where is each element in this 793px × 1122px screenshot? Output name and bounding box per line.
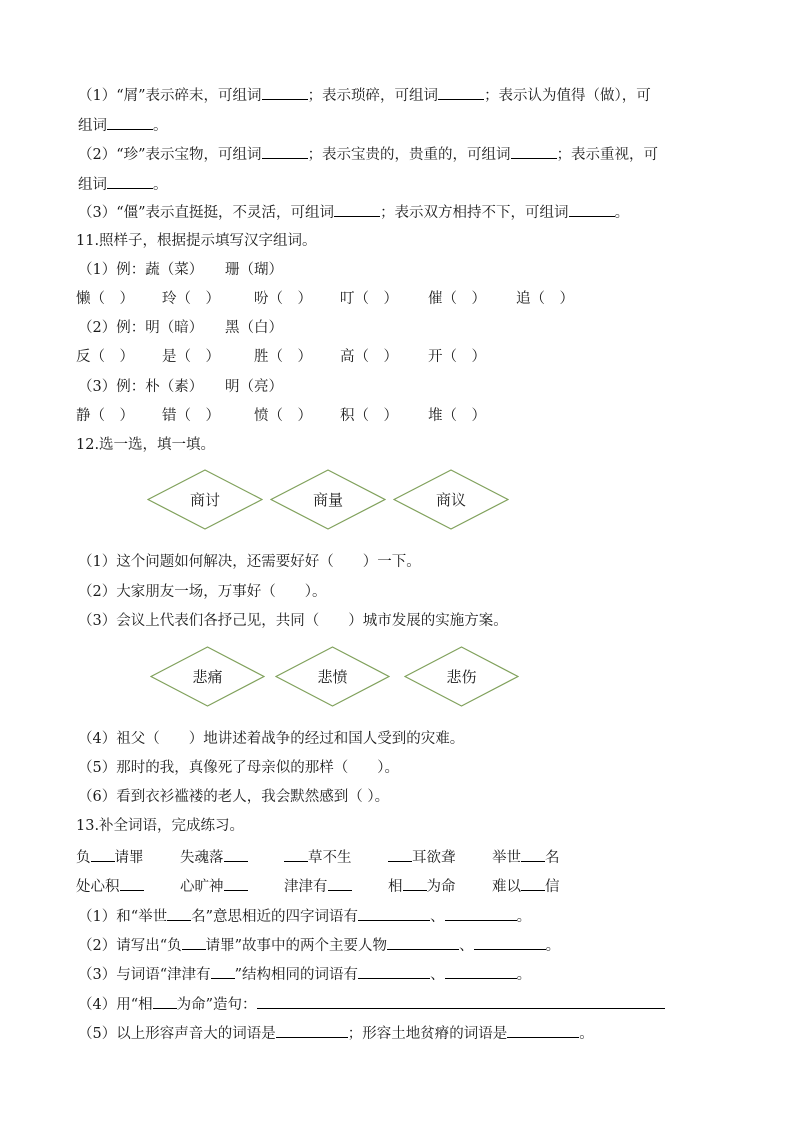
char-blank[interactable]: 高（ ） [340, 349, 398, 365]
answer-blank[interactable] [167, 905, 191, 921]
q11-group1-example: （1）例：蔬（菜） 珊（瑚） [78, 262, 283, 278]
char-blank[interactable]: 愤（ ） [254, 408, 312, 424]
q13-question-4 [78, 993, 665, 1013]
char-blank[interactable]: 懒（ ） [76, 291, 134, 307]
answer-blank[interactable] [358, 905, 430, 921]
q10-item2-text-a: （2）“珍”表示宝物，可组词 [78, 147, 262, 163]
char-blank[interactable]: 堆（ ） [428, 408, 486, 424]
answer-blank[interactable] [445, 963, 517, 979]
idiom-fill [76, 846, 144, 868]
q11-title: 11.照样子，根据提示填写汉字组词。 [76, 233, 317, 249]
question-text: （2）请写出“负 [78, 938, 182, 954]
sentence-answer-line[interactable] [257, 993, 665, 1009]
q12-sentence-5[interactable]: （5）那时的我，真像死了母亲似的那样（ ）。 [78, 760, 399, 776]
q12-sentence-2[interactable]: （2）大家朋友一场，万事好（ ）。 [78, 584, 327, 600]
q10-item2-text-d: 组词 [78, 177, 107, 193]
answer-blank[interactable] [358, 963, 430, 979]
word-option-diamond[interactable] [147, 469, 263, 530]
char-blank[interactable]: 吩（ ） [254, 291, 312, 307]
answer-blank[interactable] [182, 934, 206, 950]
idiom-fill [284, 846, 352, 868]
answer-blank[interactable] [474, 934, 546, 950]
idiom-part: 名 [545, 850, 560, 866]
idiom-fill [284, 875, 352, 897]
q13-question-5 [78, 1022, 594, 1042]
answer-blank[interactable] [153, 993, 177, 1009]
answer-blank[interactable] [328, 875, 352, 891]
word-option-label: 悲痛 [192, 668, 223, 686]
q12-title: 12.选一选，填一填。 [76, 437, 216, 453]
q10-item2-text-b: ；表示宝贵的，贵重的，可组词 [307, 147, 511, 163]
idiom-part: 信 [545, 879, 560, 895]
q12-sentence-6[interactable]: （6）看到衣衫褴褛的老人，我会默然感到（ ）。 [78, 789, 390, 805]
question-text: 为命”造句： [176, 997, 257, 1013]
question-text: ；形容土地贫瘠的词语是 [347, 1026, 508, 1042]
char-blank[interactable]: 叮（ ） [340, 291, 398, 307]
idiom-fill [180, 875, 248, 897]
idiom-fill [492, 846, 560, 868]
q12-sentence-4[interactable]: （4）祖父（ ）地讲述着战争的经过和国人受到的灾难。 [78, 731, 465, 747]
word-option-diamond[interactable] [270, 469, 386, 530]
question-text: 请罪”故事中的两个主要人物 [205, 938, 388, 954]
answer-blank[interactable] [284, 846, 308, 862]
separator: 、 [459, 938, 474, 954]
answer-blank[interactable] [107, 114, 153, 130]
question-text: （4）用“相 [78, 997, 153, 1013]
q10-item3-text-c: 。 [614, 205, 630, 221]
idiom-fill [76, 875, 144, 897]
period: 。 [516, 909, 532, 925]
answer-blank[interactable] [521, 875, 545, 891]
answer-blank[interactable] [511, 143, 557, 159]
idiom-part: 津津有 [284, 879, 328, 895]
q10-item3-text-a: （3）“僵”表示直挺挺，不灵活，可组词 [78, 205, 335, 221]
idiom-fill [388, 846, 456, 868]
word-option-label: 悲愤 [317, 668, 348, 686]
q10-item3-text-b: ；表示双方相持不下，可组词 [380, 205, 569, 221]
q12-sentence-3[interactable]: （3）会议上代表们各抒己见，共同（ ）城市发展的实施方案。 [78, 613, 508, 629]
char-blank[interactable]: 催（ ） [428, 291, 486, 307]
answer-blank[interactable] [334, 201, 380, 217]
word-option-diamond[interactable] [275, 646, 390, 707]
idiom-fill [180, 846, 248, 868]
word-option-label: 商量 [312, 491, 343, 509]
q10-item1-text-a: （1）“屑”表示碎末，可组词 [78, 88, 262, 104]
char-blank[interactable]: 开（ ） [428, 349, 486, 365]
answer-blank[interactable] [403, 875, 427, 891]
idiom-part: 处心积 [76, 879, 120, 895]
answer-blank[interactable] [211, 963, 235, 979]
word-option-label: 悲伤 [446, 668, 477, 686]
idiom-part: 请罪 [114, 850, 144, 866]
q11-group3-example: （3）例：朴（素） 明（亮） [78, 379, 283, 395]
q10-item1-line2 [78, 114, 168, 134]
word-option-label: 商讨 [189, 491, 220, 509]
q10-item2-text-e: 。 [153, 177, 168, 193]
char-blank[interactable]: 胜（ ） [254, 349, 312, 365]
idiom-part: 耳欲聋 [412, 850, 456, 866]
answer-blank[interactable] [107, 173, 153, 189]
q13-question-3 [78, 963, 531, 983]
answer-blank[interactable] [91, 846, 115, 862]
idiom-fill [388, 875, 456, 897]
char-blank[interactable]: 积（ ） [340, 408, 398, 424]
answer-blank[interactable] [445, 905, 517, 921]
answer-blank[interactable] [276, 1022, 348, 1038]
q10-item1-text-e: 。 [153, 118, 168, 134]
q10-item2-line2 [78, 173, 168, 193]
answer-blank[interactable] [224, 875, 248, 891]
question-text: （3）与词语“津津有 [78, 967, 211, 983]
idiom-part: 举世 [492, 850, 521, 866]
char-blank[interactable]: 玲（ ） [162, 291, 220, 307]
question-text: （1）和“举世 [78, 909, 168, 925]
q10-item3-line1 [78, 201, 629, 221]
period: 。 [545, 938, 561, 954]
q11-group2-example: （2）例：明（暗） 黑（白） [78, 320, 283, 336]
word-option-diamond[interactable] [404, 646, 519, 707]
question-text: 名”意思相近的四字词语有 [191, 909, 359, 925]
idiom-part: 相 [388, 879, 403, 895]
q10-item1-text-b: ；表示琐碎，可组词 [307, 88, 439, 104]
answer-blank[interactable] [388, 846, 412, 862]
idiom-part: 心旷神 [180, 879, 224, 895]
idiom-part: 为命 [426, 879, 456, 895]
char-blank[interactable]: 静（ ） [76, 408, 134, 424]
answer-blank[interactable] [521, 846, 545, 862]
word-option-label: 商议 [435, 491, 466, 509]
answer-blank[interactable] [262, 84, 308, 100]
answer-blank[interactable] [569, 201, 615, 217]
answer-blank[interactable] [262, 143, 308, 159]
char-blank[interactable]: 追（ ） [516, 291, 574, 307]
char-blank[interactable]: 错（ ） [162, 408, 220, 424]
q10-item2-text-c: ；表示重视，可 [556, 147, 659, 163]
separator: 、 [430, 909, 445, 925]
word-option-diamond[interactable] [150, 646, 265, 707]
idiom-part: 草不生 [308, 850, 352, 866]
word-option-diamond[interactable] [393, 469, 509, 530]
question-text: ”结构相同的词语有 [234, 967, 359, 983]
idiom-part: 负 [76, 850, 91, 866]
idiom-part: 失魂落 [180, 850, 224, 866]
period: 。 [516, 967, 532, 983]
answer-blank[interactable] [224, 846, 248, 862]
q12-sentence-1[interactable]: （1）这个问题如何解决，还需要好好（ ）一下。 [78, 554, 421, 570]
q10-item1-text-d: 组词 [78, 118, 107, 134]
answer-blank[interactable] [120, 875, 144, 891]
char-blank[interactable]: 反（ ） [76, 349, 134, 365]
q13-question-1 [78, 905, 531, 925]
answer-blank[interactable] [387, 934, 459, 950]
q13-title: 13.补全词语，完成练习。 [76, 818, 245, 834]
answer-blank[interactable] [438, 84, 484, 100]
char-blank[interactable]: 是（ ） [162, 349, 220, 365]
question-text: （5）以上形容声音大的词语是 [78, 1026, 276, 1042]
q10-item1-line1 [78, 84, 651, 104]
answer-blank[interactable] [507, 1022, 579, 1038]
q10-item2-line1 [78, 143, 658, 163]
separator: 、 [430, 967, 445, 983]
idiom-fill [492, 875, 560, 897]
q13-question-2 [78, 934, 560, 954]
q10-item1-text-c: ；表示认为值得（做），可 [484, 88, 651, 104]
idiom-part: 难以 [492, 879, 521, 895]
period: 。 [579, 1026, 594, 1042]
